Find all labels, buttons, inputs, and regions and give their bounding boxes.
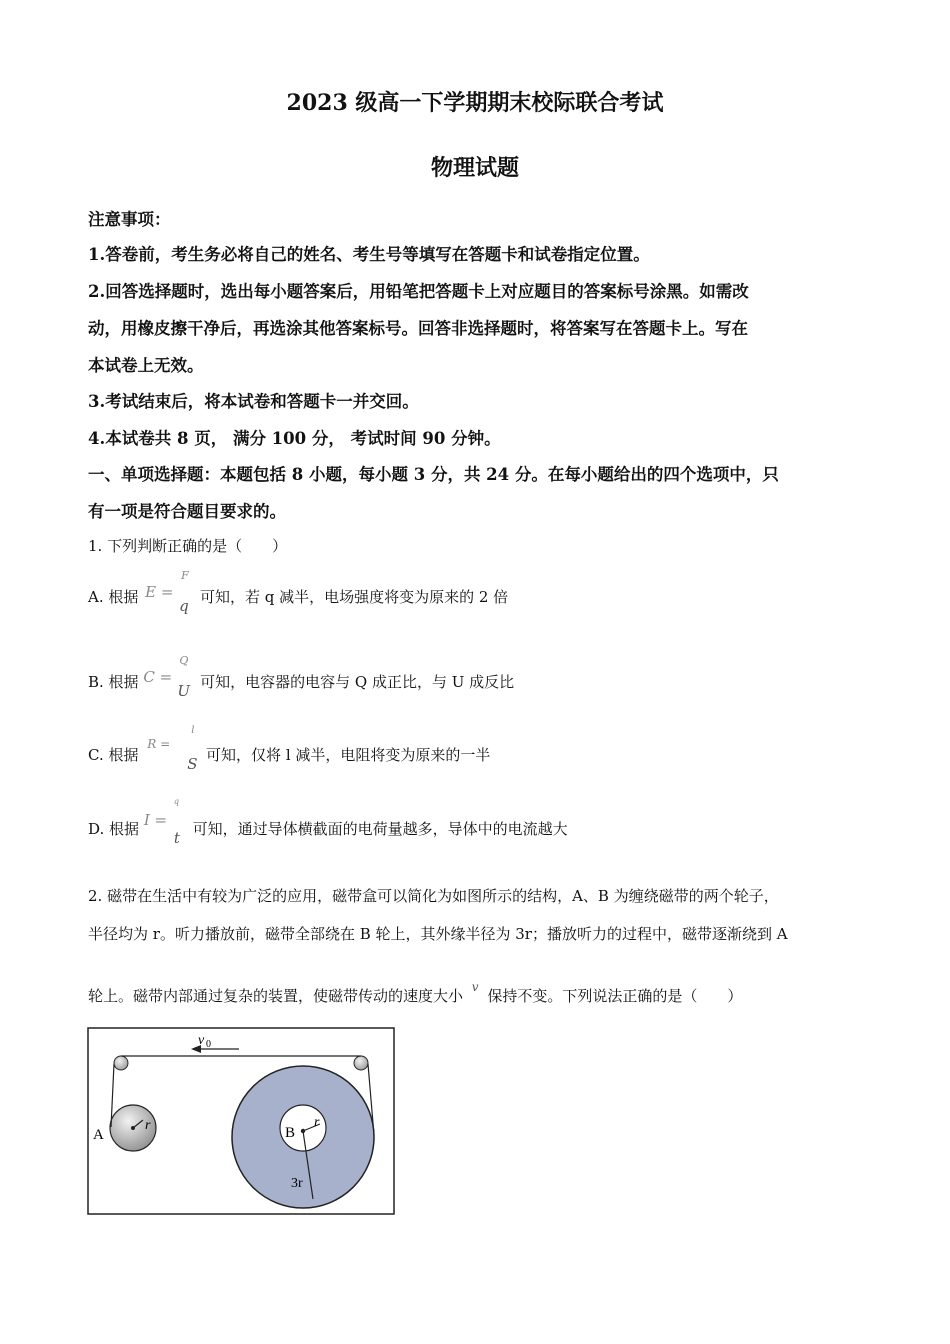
option-text: 可知，电容器的电容与 Q 成正比，与 U 成反比: [200, 673, 515, 691]
formula-numerator: F: [181, 569, 189, 582]
formula-denominator: U: [177, 682, 190, 700]
section-heading: 一、单项选择题：本题包括 8 小题，每小题 3 分，共 24 分。在每小题给出的四个选项中，只: [88, 465, 779, 484]
question-1-stem: 1. 下列判断正确的是（ ）: [88, 537, 288, 555]
question-2-line: 2. 磁带在生活中有较为广泛的应用，磁带盒可以简化为如图所示的结构，A、B 为缠绕磁带的两个轮子，: [88, 887, 779, 905]
formula-e: [143, 569, 195, 615]
formula-numerator: q: [173, 797, 179, 806]
formula-denominator: q: [179, 597, 189, 615]
question-1-option-c: [88, 725, 491, 773]
velocity-symbol: v: [471, 980, 479, 994]
radius-a-label: r: [145, 1118, 151, 1133]
option-text: 可知，通过导体横截面的电荷量越多，导体中的电流越大: [192, 820, 568, 838]
notice-item: 4.本试卷共 8 页， 满分 100 分， 考试时间 90 分钟。: [88, 429, 501, 448]
guide-roller-right: [354, 1056, 368, 1070]
question-1-option-d: [88, 797, 568, 847]
formula-lhs: E =: [145, 583, 174, 601]
wheel-b-label: B: [285, 1125, 296, 1141]
wheel-a-label: A: [93, 1127, 104, 1143]
center-a: [131, 1126, 135, 1130]
notice-item: 1.答卷前，考生务必将自己的姓名、考生号等填写在答题卡和试卷指定位置。: [88, 245, 650, 264]
question-1-option-b: [88, 654, 515, 700]
velocity-label: v: [198, 1033, 205, 1048]
guide-roller-left: [114, 1056, 128, 1070]
question-1-option-a: [88, 569, 509, 615]
formula-c: [143, 654, 195, 700]
question-2-text-part: 保持不变。下列说法正确的是（ ）: [487, 987, 743, 1005]
notice-item: 2.回答选择题时，选出每小题答案后，用铅笔把答题卡上对应题目的答案标号涂黑。如需改: [88, 282, 749, 301]
exam-title: 2023 级高一下学期期末校际联合考试: [286, 90, 664, 116]
question-2-line: [88, 980, 743, 1006]
option-prefix: C. 根据: [88, 746, 139, 764]
formula-denominator: S: [187, 755, 198, 773]
formula-lhs: C =: [143, 668, 173, 686]
option-prefix: D. 根据: [88, 820, 140, 838]
formula-lhs: I =: [143, 811, 168, 829]
option-prefix: A. 根据: [88, 588, 139, 606]
exam-subtitle: 物理试题: [430, 155, 519, 181]
option-text: 可知，仅将 l 减半，电阻将变为原来的一半: [206, 746, 491, 764]
outer-radius-label: 3r: [291, 1176, 303, 1191]
formula-lhs: R =: [147, 737, 171, 751]
notice-item: 3.考试结束后，将本试卷和答题卡一并交回。: [88, 392, 419, 411]
radius-b-label: r: [314, 1115, 320, 1130]
notice-item: 动，用橡皮擦干净后，再选涂其他答案标号。回答非选择题时，将答案写在答题卡上。写在: [88, 319, 748, 338]
question-2-line: 半径均为 r。听力播放前，磁带全部绕在 B 轮上，其外缘半径为 3r；播放听力的过程中，磁带逐渐绕到 A: [88, 925, 788, 943]
option-prefix: B. 根据: [88, 673, 139, 691]
notice-item: 本试卷上无效。: [88, 356, 204, 375]
formula-denominator: t: [173, 829, 180, 847]
question-2-text-part: 轮上。磁带内部通过复杂的装置，使磁带传动的速度大小: [88, 987, 464, 1005]
notice-heading: 注意事项：: [88, 210, 171, 229]
formula-i: [143, 797, 188, 847]
tape-cassette-figure: [87, 1027, 397, 1217]
option-text: 可知，若 q 减半，电场强度将变为原来的 2 倍: [199, 588, 509, 606]
section-heading-cont: 有一项是符合题目要求的。: [88, 502, 286, 521]
formula-numerator: l: [191, 725, 195, 736]
velocity-subscript: 0: [206, 1039, 211, 1050]
formula-r: [143, 725, 201, 773]
formula-numerator: Q: [179, 654, 189, 667]
